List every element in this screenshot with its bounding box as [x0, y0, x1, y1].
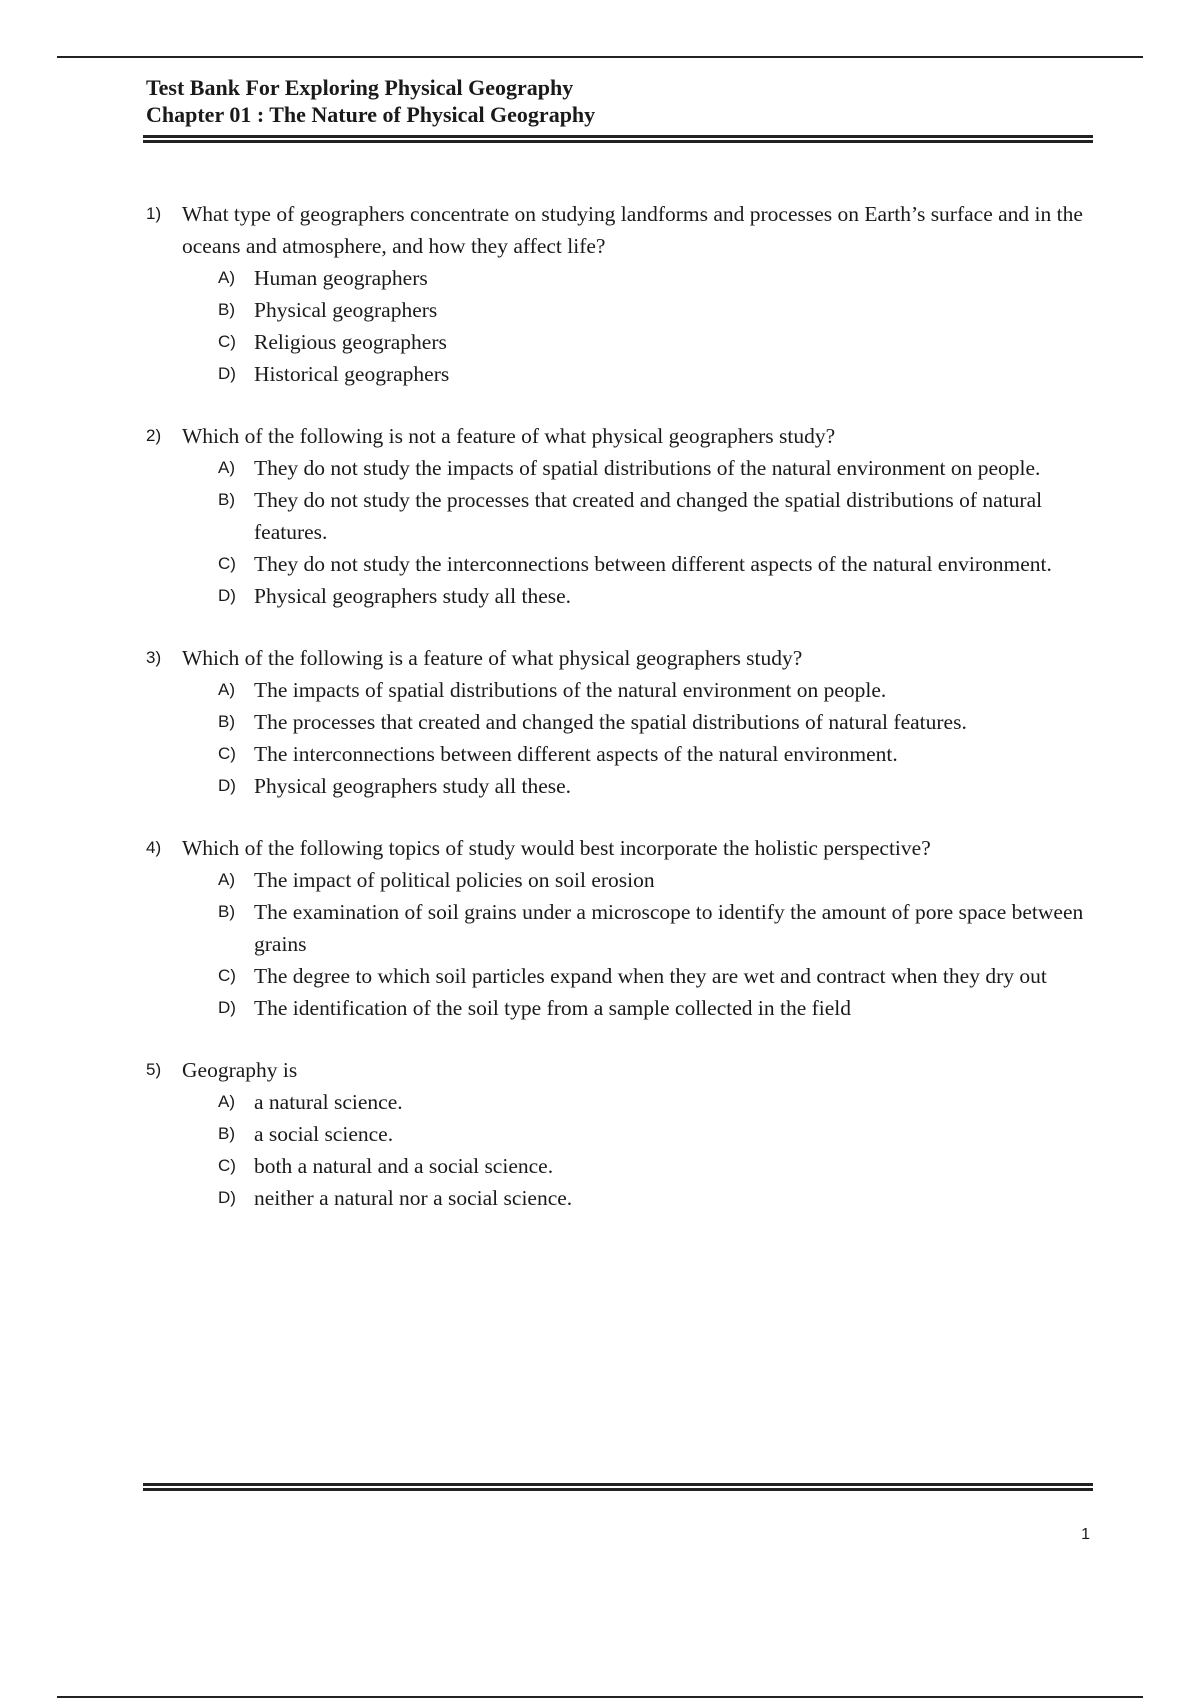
- option-text: Religious geographers: [254, 330, 447, 354]
- answer-option: [218, 262, 1096, 294]
- footer-divider: [143, 1483, 1093, 1491]
- option-text: neither a natural nor a social science.: [254, 1186, 573, 1210]
- question-text: Which of the following topics of study would best incorporate the holistic perspective?: [182, 836, 931, 860]
- option-text: The degree to which soil particles expand when they are wet and contract when they dry out: [254, 964, 1047, 988]
- question-2: [146, 420, 1096, 612]
- answer-option: [218, 738, 1096, 770]
- option-text: They do not study the impacts of spatial distributions of the natural environment on people.: [254, 456, 1041, 480]
- answer-option: [218, 452, 1096, 484]
- answer-options: [218, 262, 1096, 390]
- document-title: Test Bank For Exploring Physical Geography: [146, 75, 574, 100]
- answer-option: [218, 770, 1096, 802]
- answer-option: [218, 706, 1096, 738]
- option-letter: A): [218, 458, 235, 477]
- answer-option: [218, 1086, 1096, 1118]
- answer-option: [218, 326, 1096, 358]
- option-letter: D): [218, 776, 236, 795]
- answer-option: [218, 674, 1096, 706]
- option-text: a natural science.: [254, 1090, 403, 1114]
- answer-option: [218, 1150, 1096, 1182]
- option-text: The impacts of spatial distributions of the natural environment on people.: [254, 678, 887, 702]
- document-header: [146, 74, 1094, 128]
- page-number: 1: [1081, 1526, 1090, 1543]
- option-letter: B): [218, 1124, 235, 1143]
- chapter-title: Chapter 01 : The Nature of Physical Geography: [146, 102, 596, 127]
- option-text: Physical geographers: [254, 298, 438, 322]
- answer-option: [218, 294, 1096, 326]
- option-text: The interconnections between different aspects of the natural environment.: [254, 742, 898, 766]
- question-text: What type of geographers concentrate on studying landforms and processes on Earth’s surface and in the oceans and atmosphere, and how they affect life?: [182, 202, 1083, 258]
- answer-option: [218, 358, 1096, 390]
- option-letter: B): [218, 300, 235, 319]
- option-letter: C): [218, 744, 236, 763]
- option-letter: A): [218, 1092, 235, 1111]
- question-number: 5): [146, 1060, 162, 1079]
- question-number: 4): [146, 838, 162, 857]
- question-text: Which of the following is not a feature of what physical geographers study?: [182, 424, 836, 448]
- answer-option: [218, 1118, 1096, 1150]
- answer-option: [218, 548, 1096, 580]
- answer-option: [218, 864, 1096, 896]
- option-text: Physical geographers study all these.: [254, 774, 572, 798]
- header-divider: [143, 135, 1093, 143]
- question-1: [146, 198, 1096, 390]
- option-text: a social science.: [254, 1122, 394, 1146]
- option-text: They do not study the processes that created and changed the spatial distributions of natural features.: [254, 488, 1043, 544]
- answer-options: [218, 674, 1096, 802]
- answer-option: [218, 580, 1096, 612]
- answer-option: [218, 960, 1096, 992]
- question-number: 3): [146, 648, 162, 667]
- option-letter: C): [218, 332, 236, 351]
- question-5: [146, 1054, 1096, 1214]
- option-letter: C): [218, 966, 236, 985]
- question-text: Geography is: [182, 1058, 298, 1082]
- option-text: Physical geographers study all these.: [254, 584, 572, 608]
- option-letter: A): [218, 268, 235, 287]
- question-list: [146, 198, 1096, 1244]
- answer-options: [218, 864, 1096, 1024]
- option-letter: D): [218, 998, 236, 1017]
- option-text: The processes that created and changed the spatial distributions of natural features.: [254, 710, 967, 734]
- question-4: [146, 832, 1096, 1024]
- option-text: They do not study the interconnections between different aspects of the natural environment.: [254, 552, 1052, 576]
- option-text: The impact of political policies on soil erosion: [254, 868, 655, 892]
- answer-options: [218, 452, 1096, 612]
- answer-option: [218, 484, 1096, 548]
- answer-options: [218, 1086, 1096, 1214]
- option-letter: D): [218, 586, 236, 605]
- option-letter: A): [218, 680, 235, 699]
- option-letter: D): [218, 1188, 236, 1207]
- option-text: both a natural and a social science.: [254, 1154, 554, 1178]
- page-top-rule: [57, 56, 1143, 58]
- answer-option: [218, 1182, 1096, 1214]
- option-text: Historical geographers: [254, 362, 450, 386]
- option-letter: A): [218, 870, 235, 889]
- option-letter: B): [218, 902, 235, 921]
- option-letter: D): [218, 364, 236, 383]
- answer-option: [218, 992, 1096, 1024]
- option-letter: C): [218, 554, 236, 573]
- option-letter: B): [218, 712, 235, 731]
- option-text: Human geographers: [254, 266, 428, 290]
- page-bottom-rule: [57, 1696, 1143, 1698]
- option-letter: C): [218, 1156, 236, 1175]
- answer-option: [218, 896, 1096, 960]
- option-text: The examination of soil grains under a microscope to identify the amount of pore space between grains: [254, 900, 1084, 956]
- question-number: 1): [146, 204, 162, 223]
- question-text: Which of the following is a feature of what physical geographers study?: [182, 646, 803, 670]
- option-text: The identification of the soil type from a sample collected in the field: [254, 996, 852, 1020]
- option-letter: B): [218, 490, 235, 509]
- question-number: 2): [146, 426, 162, 445]
- question-3: [146, 642, 1096, 802]
